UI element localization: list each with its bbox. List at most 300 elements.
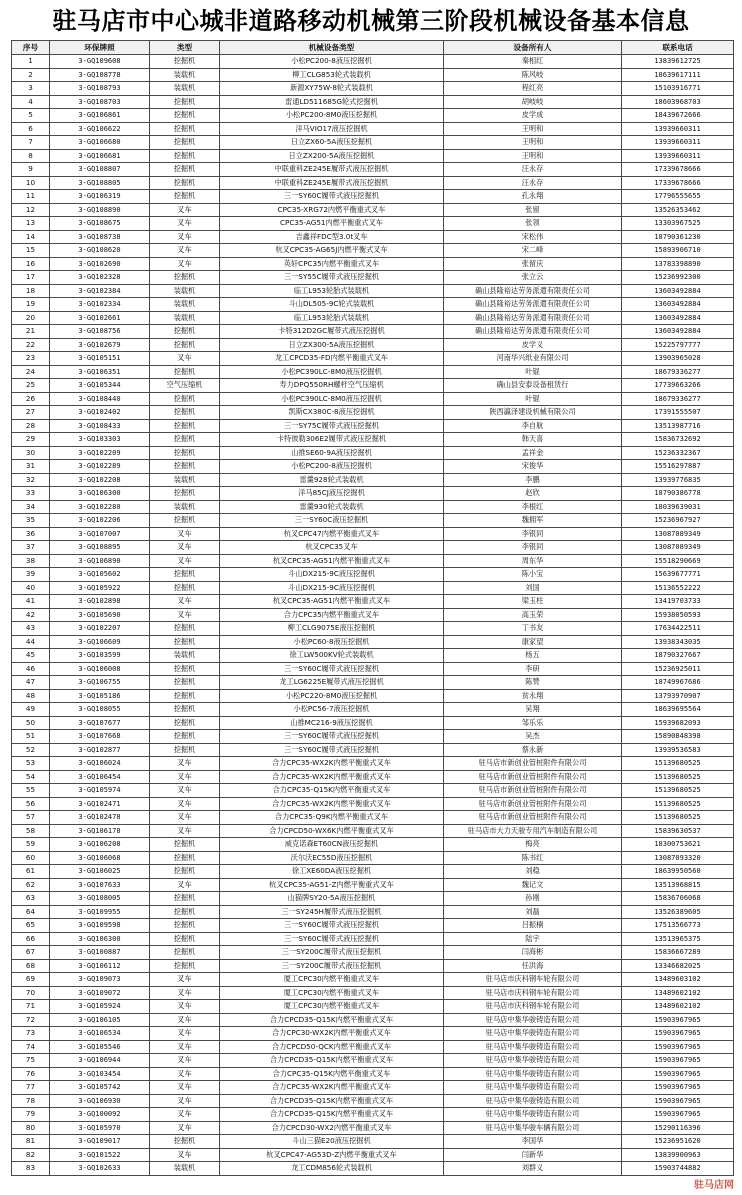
- cell-phone: 13087089349: [622, 541, 734, 555]
- cell-index: 6: [12, 122, 50, 136]
- cell-category: 叉车: [150, 973, 220, 987]
- cell-phone: 13793970907: [622, 689, 734, 703]
- cell-index: 67: [12, 946, 50, 960]
- cell-owner: 驻马店市庆科钢车轮有限公司: [444, 973, 622, 987]
- cell-category: 挖掘机: [150, 325, 220, 339]
- cell-index: 27: [12, 406, 50, 420]
- cell-category: 挖掘机: [150, 581, 220, 595]
- table-row: [12, 514, 734, 528]
- cell-category: 叉车: [150, 527, 220, 541]
- cell-owner: 驻马店市庆科钢车轮有限公司: [444, 986, 622, 1000]
- table-row: [12, 568, 734, 582]
- cell-phone: 13303967525: [622, 217, 734, 231]
- cell-category: 叉车: [150, 230, 220, 244]
- cell-plate: 3-GQ102384: [50, 284, 150, 298]
- cell-equipment-model: 三一SY200C履带式液压挖掘机: [220, 959, 444, 973]
- cell-index: 81: [12, 1135, 50, 1149]
- cell-owner: 驻马店中集华骏车辆有限公司: [444, 1121, 622, 1135]
- cell-phone: 18790386778: [622, 487, 734, 501]
- table-row: [12, 959, 734, 973]
- cell-equipment-model: 小松PC390LC-8M0液压挖掘机: [220, 365, 444, 379]
- cell-owner: 赵欣: [444, 487, 622, 501]
- cell-equipment-model: 三一SY60C履带式液压挖掘机: [220, 932, 444, 946]
- cell-phone: 15236967927: [622, 514, 734, 528]
- cell-equipment-model: 小松PC200-8液压挖掘机: [220, 460, 444, 474]
- cell-phone: 15139680525: [622, 784, 734, 798]
- cell-index: 46: [12, 662, 50, 676]
- cell-owner: 刘磊: [444, 905, 622, 919]
- cell-phone: 17796555655: [622, 190, 734, 204]
- cell-phone: 15903967965: [622, 1081, 734, 1095]
- site-watermark: 驻马店网: [694, 1180, 734, 1191]
- cell-category: 装载机: [150, 82, 220, 96]
- header-plate: 环保牌照: [50, 41, 150, 55]
- cell-owner: 陈赞: [444, 676, 622, 690]
- table-row: [12, 284, 734, 298]
- cell-plate: 3-GQ108778: [50, 68, 150, 82]
- cell-plate: 3-GQ106681: [50, 149, 150, 163]
- cell-owner: 贫永翔: [444, 689, 622, 703]
- cell-index: 61: [12, 865, 50, 879]
- cell-phone: 15139680525: [622, 811, 734, 825]
- cell-index: 4: [12, 95, 50, 109]
- cell-category: 挖掘机: [150, 662, 220, 676]
- cell-plate: 3-GQ105546: [50, 1040, 150, 1054]
- cell-phone: 13346682025: [622, 959, 734, 973]
- cell-category: 叉车: [150, 1121, 220, 1135]
- cell-index: 42: [12, 608, 50, 622]
- cell-plate: 3-GQ109073: [50, 973, 150, 987]
- cell-equipment-model: 日立ZX60-5A液压挖掘机: [220, 136, 444, 150]
- cell-owner: 确山县隆裕达劳务派遣有限责任公司: [444, 298, 622, 312]
- cell-category: 装载机: [150, 311, 220, 325]
- cell-category: 叉车: [150, 757, 220, 771]
- cell-plate: 3-GQ105344: [50, 379, 150, 393]
- cell-owner: 李根红: [444, 500, 622, 514]
- cell-index: 39: [12, 568, 50, 582]
- cell-plate: 3-GQ109072: [50, 986, 150, 1000]
- cell-index: 31: [12, 460, 50, 474]
- cell-category: 挖掘机: [150, 406, 220, 420]
- cell-owner: 确山县隆裕达劳务派遣有限责任公司: [444, 284, 622, 298]
- cell-category: 叉车: [150, 1094, 220, 1108]
- table-row: [12, 460, 734, 474]
- cell-owner: 周东华: [444, 554, 622, 568]
- cell-equipment-model: CPC35-AG51内燃平衡重式叉车: [220, 217, 444, 231]
- cell-phone: 13087089349: [622, 527, 734, 541]
- header-equipment-model: 机械设备类型: [220, 41, 444, 55]
- cell-phone: 18300753621: [622, 838, 734, 852]
- cell-index: 29: [12, 433, 50, 447]
- cell-category: 挖掘机: [150, 176, 220, 190]
- cell-phone: 15518290669: [622, 554, 734, 568]
- cell-equipment-model: 杭叉CPC35-AG51内燃平衡重式叉车: [220, 554, 444, 568]
- cell-phone: 18679336277: [622, 392, 734, 406]
- cell-category: 装载机: [150, 473, 220, 487]
- cell-plate: 3-GQ108675: [50, 217, 150, 231]
- cell-phone: 13939660311: [622, 136, 734, 150]
- cell-phone: 15236332367: [622, 446, 734, 460]
- table-row: [12, 419, 734, 433]
- cell-index: 59: [12, 838, 50, 852]
- cell-index: 55: [12, 784, 50, 798]
- cell-owner: 张留庆: [444, 257, 622, 271]
- table-row: [12, 1135, 734, 1149]
- cell-owner: 韩天喜: [444, 433, 622, 447]
- cell-equipment-model: 三一SY245H履带式液压挖掘机: [220, 905, 444, 919]
- cell-index: 69: [12, 973, 50, 987]
- cell-index: 73: [12, 1027, 50, 1041]
- cell-plate: 3-GQ106454: [50, 770, 150, 784]
- cell-plate: 3-GQ106351: [50, 365, 150, 379]
- cell-owner: 宋松伟: [444, 230, 622, 244]
- cell-index: 78: [12, 1094, 50, 1108]
- cell-phone: 13489603102: [622, 973, 734, 987]
- cell-category: 装载机: [150, 68, 220, 82]
- cell-owner: 驻马店市新创业管桩附件有限公司: [444, 784, 622, 798]
- cell-equipment-model: 小松PC60-8液压挖掘机: [220, 635, 444, 649]
- cell-owner: 闫海彬: [444, 946, 622, 960]
- cell-category: 叉车: [150, 784, 220, 798]
- cell-plate: 3-GQ102328: [50, 271, 150, 285]
- cell-category: 挖掘机: [150, 338, 220, 352]
- cell-owner: 魏记文: [444, 878, 622, 892]
- table-row: [12, 554, 734, 568]
- table-row: [12, 190, 734, 204]
- cell-equipment-model: 雷羹930轮式装载机: [220, 500, 444, 514]
- table-body: [12, 55, 734, 1176]
- cell-plate: 3-GQ108433: [50, 419, 150, 433]
- cell-phone: 15903967965: [622, 1013, 734, 1027]
- cell-phone: 15903967965: [622, 1108, 734, 1122]
- cell-index: 45: [12, 649, 50, 663]
- cell-category: 挖掘机: [150, 419, 220, 433]
- cell-equipment-model: 英轩CPC35内燃平衡重式叉车: [220, 257, 444, 271]
- cell-owner: 驻马店中集华骏铸造有限公司: [444, 1108, 622, 1122]
- cell-plate: 3-GQ108793: [50, 82, 150, 96]
- cell-equipment-model: 沃尔沃EC55D液压挖掘机: [220, 851, 444, 865]
- cell-owner: 王明和: [444, 136, 622, 150]
- cell-category: 叉车: [150, 608, 220, 622]
- table-row: [12, 352, 734, 366]
- cell-index: 62: [12, 878, 50, 892]
- cell-phone: 15938050593: [622, 608, 734, 622]
- cell-category: 叉车: [150, 824, 220, 838]
- cell-plate: 3-GQ102877: [50, 743, 150, 757]
- cell-category: 挖掘机: [150, 487, 220, 501]
- cell-equipment-model: 龙工LG6225E履带式液压挖掘机: [220, 676, 444, 690]
- table-row: [12, 500, 734, 514]
- cell-index: 72: [12, 1013, 50, 1027]
- cell-plate: 3-GQ108756: [50, 325, 150, 339]
- cell-category: 叉车: [150, 352, 220, 366]
- table-row: [12, 406, 734, 420]
- cell-category: 叉车: [150, 770, 220, 784]
- cell-index: 10: [12, 176, 50, 190]
- table-row: [12, 527, 734, 541]
- cell-category: 挖掘机: [150, 163, 220, 177]
- table-row: [12, 730, 734, 744]
- cell-owner: 梅亮: [444, 838, 622, 852]
- cell-plate: 3-GQ105924: [50, 1000, 150, 1014]
- cell-phone: 15836667289: [622, 946, 734, 960]
- cell-phone: 13526353462: [622, 203, 734, 217]
- cell-category: 叉车: [150, 257, 220, 271]
- table-row: [12, 946, 734, 960]
- cell-index: 5: [12, 109, 50, 123]
- table-row: [12, 203, 734, 217]
- cell-plate: 3-GQ102280: [50, 500, 150, 514]
- cell-plate: 3-GQ102898: [50, 595, 150, 609]
- cell-owner: 张领: [444, 217, 622, 231]
- cell-equipment-model: CPC35-XRG72内燃平衡重式叉车: [220, 203, 444, 217]
- table-row: [12, 487, 734, 501]
- table-row: [12, 338, 734, 352]
- cell-equipment-model: 洋马85CJ液压挖掘机: [220, 487, 444, 501]
- cell-equipment-model: 山推SE60-9A液压挖掘机: [220, 446, 444, 460]
- cell-equipment-model: 三一SY60C液压挖掘机: [220, 514, 444, 528]
- cell-phone: 13603492884: [622, 284, 734, 298]
- cell-category: 挖掘机: [150, 676, 220, 690]
- cell-phone: 15516297887: [622, 460, 734, 474]
- cell-phone: 18639695564: [622, 703, 734, 717]
- table-row: [12, 1054, 734, 1068]
- cell-plate: 3-GQ107007: [50, 527, 150, 541]
- cell-phone: 13938343035: [622, 635, 734, 649]
- cell-owner: 张立云: [444, 271, 622, 285]
- cell-index: 3: [12, 82, 50, 96]
- cell-owner: 刘群义: [444, 1162, 622, 1176]
- cell-plate: 3-GQ106178: [50, 824, 150, 838]
- cell-category: 挖掘机: [150, 460, 220, 474]
- table-row: [12, 770, 734, 784]
- cell-phone: 15225797777: [622, 338, 734, 352]
- cell-equipment-model: 徐工LW500KV轮式装载机: [220, 649, 444, 663]
- cell-category: 叉车: [150, 554, 220, 568]
- cell-phone: 13419703733: [622, 595, 734, 609]
- cell-index: 52: [12, 743, 50, 757]
- cell-equipment-model: 三一SY60C履带式液压挖掘机: [220, 919, 444, 933]
- cell-equipment-model: 吉鑫祥FDC型3.0t叉车: [220, 230, 444, 244]
- cell-category: 挖掘机: [150, 433, 220, 447]
- cell-plate: 3-GQ105690: [50, 608, 150, 622]
- cell-category: 装载机: [150, 500, 220, 514]
- table-row: [12, 257, 734, 271]
- table-row: [12, 649, 734, 663]
- cell-owner: 丁书友: [444, 622, 622, 636]
- cell-equipment-model: 合力CPC35-Q15K内燃平衡重式叉车: [220, 784, 444, 798]
- cell-owner: 高玉荣: [444, 608, 622, 622]
- cell-category: 挖掘机: [150, 271, 220, 285]
- cell-index: 14: [12, 230, 50, 244]
- table-row: [12, 662, 734, 676]
- table-row: [12, 1108, 734, 1122]
- cell-owner: 陈风岐: [444, 68, 622, 82]
- cell-index: 49: [12, 703, 50, 717]
- cell-index: 2: [12, 68, 50, 82]
- cell-plate: 3-GQ106008: [50, 662, 150, 676]
- cell-category: 叉车: [150, 797, 220, 811]
- table-row: [12, 716, 734, 730]
- cell-plate: 3-GQ108738: [50, 230, 150, 244]
- table-row: [12, 1121, 734, 1135]
- cell-owner: 驻马店市庆科钢车轮有限公司: [444, 1000, 622, 1014]
- table-row: [12, 824, 734, 838]
- cell-index: 15: [12, 244, 50, 258]
- cell-phone: 13939660311: [622, 122, 734, 136]
- cell-index: 32: [12, 473, 50, 487]
- cell-category: 叉车: [150, 244, 220, 258]
- cell-plate: 3-GQ106105: [50, 1013, 150, 1027]
- table-row: [12, 244, 734, 258]
- table-row: [12, 1081, 734, 1095]
- equipment-table: [11, 40, 734, 1176]
- cell-category: 挖掘机: [150, 932, 220, 946]
- cell-owner: 河南华兴纸业有限公司: [444, 352, 622, 366]
- cell-owner: 李自航: [444, 419, 622, 433]
- cell-equipment-model: 杭叉CPC47内燃平衡重式叉车: [220, 527, 444, 541]
- cell-plate: 3-GQ102334: [50, 298, 150, 312]
- page-title: 驻马店市中心城非道路移动机械第三阶段机械设备基本信息: [52, 6, 690, 35]
- cell-plate: 3-GQ102207: [50, 622, 150, 636]
- cell-category: 叉车: [150, 986, 220, 1000]
- cell-category: 挖掘机: [150, 689, 220, 703]
- cell-category: 挖掘机: [150, 905, 220, 919]
- cell-owner: 康家望: [444, 635, 622, 649]
- cell-category: 叉车: [150, 203, 220, 217]
- cell-index: 26: [12, 392, 50, 406]
- table-row: [12, 1000, 734, 1014]
- cell-category: 挖掘机: [150, 1135, 220, 1149]
- cell-phone: 15103916771: [622, 82, 734, 96]
- cell-owner: 陈书红: [444, 851, 622, 865]
- cell-index: 44: [12, 635, 50, 649]
- cell-plate: 3-GQ106534: [50, 1027, 150, 1041]
- cell-plate: 3-GQ109598: [50, 919, 150, 933]
- table-row: [12, 743, 734, 757]
- cell-plate: 3-GQ107677: [50, 716, 150, 730]
- cell-equipment-model: 临工L953轮胎式装载机: [220, 284, 444, 298]
- cell-owner: 确山县安泰设备租赁行: [444, 379, 622, 393]
- cell-phone: 13939660311: [622, 149, 734, 163]
- cell-equipment-model: 厦工CPC30内燃平衡重式叉车: [220, 986, 444, 1000]
- cell-equipment-model: 三一SY200C履带式液压挖掘机: [220, 946, 444, 960]
- cell-category: 叉车: [150, 1054, 220, 1068]
- cell-index: 19: [12, 298, 50, 312]
- cell-index: 48: [12, 689, 50, 703]
- cell-plate: 3-GQ106944: [50, 1054, 150, 1068]
- header-index: 序号: [12, 41, 50, 55]
- cell-phone: 18603968703: [622, 95, 734, 109]
- cell-plate: 3-GQ103303: [50, 433, 150, 447]
- cell-plate: 3-GQ102633: [50, 1162, 150, 1176]
- cell-equipment-model: 合力CPCD35-Q15K内燃平衡重式叉车: [220, 1108, 444, 1122]
- cell-plate: 3-GQ105151: [50, 352, 150, 366]
- cell-plate: 3-GQ102679: [50, 338, 150, 352]
- cell-index: 28: [12, 419, 50, 433]
- table-row: [12, 932, 734, 946]
- cell-owner: 驻马店中集华骏铸造有限公司: [444, 1067, 622, 1081]
- cell-index: 25: [12, 379, 50, 393]
- cell-plate: 3-GQ105602: [50, 568, 150, 582]
- cell-plate: 3-GQ108805: [50, 176, 150, 190]
- table-row: [12, 95, 734, 109]
- cell-index: 76: [12, 1067, 50, 1081]
- cell-category: 挖掘机: [150, 122, 220, 136]
- cell-category: 叉车: [150, 1000, 220, 1014]
- cell-phone: 15236992300: [622, 271, 734, 285]
- cell-phone: 18790327667: [622, 649, 734, 663]
- table-row: [12, 635, 734, 649]
- cell-plate: 3-GQ106208: [50, 838, 150, 852]
- cell-equipment-model: 小松PC56-7液压挖掘机: [220, 703, 444, 717]
- cell-index: 80: [12, 1121, 50, 1135]
- cell-equipment-model: 三一SY55C履带式液压挖掘机: [220, 271, 444, 285]
- cell-plate: 3-GQ102208: [50, 473, 150, 487]
- cell-category: 叉车: [150, 541, 220, 555]
- cell-category: 挖掘机: [150, 55, 220, 69]
- cell-index: 18: [12, 284, 50, 298]
- cell-phone: 17391555507: [622, 406, 734, 420]
- cell-owner: 李鹏: [444, 473, 622, 487]
- cell-category: 挖掘机: [150, 365, 220, 379]
- table-row: [12, 379, 734, 393]
- cell-phone: 13603492884: [622, 311, 734, 325]
- cell-plate: 3-GQ108055: [50, 703, 150, 717]
- cell-index: 71: [12, 1000, 50, 1014]
- cell-phone: 15639677771: [622, 568, 734, 582]
- cell-category: 叉车: [150, 811, 220, 825]
- cell-index: 51: [12, 730, 50, 744]
- cell-plate: 3-GQ108440: [50, 392, 150, 406]
- cell-plate: 3-GQ106025: [50, 865, 150, 879]
- table-row: [12, 986, 734, 1000]
- cell-plate: 3-GQ102471: [50, 797, 150, 811]
- table-row: [12, 446, 734, 460]
- cell-index: 83: [12, 1162, 50, 1176]
- cell-phone: 13513987716: [622, 419, 734, 433]
- table-row: [12, 838, 734, 852]
- cell-index: 79: [12, 1108, 50, 1122]
- cell-plate: 3-GQ106300: [50, 487, 150, 501]
- cell-plate: 3-GQ102661: [50, 311, 150, 325]
- table-row: [12, 55, 734, 69]
- cell-index: 35: [12, 514, 50, 528]
- cell-owner: 陆宇: [444, 932, 622, 946]
- cell-owner: 王明和: [444, 122, 622, 136]
- cell-owner: 邹乐乐: [444, 716, 622, 730]
- table-row: [12, 892, 734, 906]
- cell-phone: 15893906710: [622, 244, 734, 258]
- cell-equipment-model: 杭叉CPC35-AG65J内燃平衡式叉车: [220, 244, 444, 258]
- cell-phone: 13087093320: [622, 851, 734, 865]
- cell-plate: 3-GQ102402: [50, 406, 150, 420]
- cell-owner: 宋俊华: [444, 460, 622, 474]
- cell-owner: 吕振楠: [444, 919, 622, 933]
- cell-plate: 3-GQ106755: [50, 676, 150, 690]
- table-row: [12, 919, 734, 933]
- cell-plate: 3-GQ108703: [50, 95, 150, 109]
- cell-equipment-model: 三一SY75C履带式液压挖掘机: [220, 419, 444, 433]
- table-row: [12, 68, 734, 82]
- cell-equipment-model: 柳工CLG9075E液压挖掘机: [220, 622, 444, 636]
- cell-plate: 3-GQ106068: [50, 851, 150, 865]
- cell-owner: 吴杰: [444, 730, 622, 744]
- cell-owner: 驻马店中集华骏铸造有限公司: [444, 1081, 622, 1095]
- cell-owner: 吴翔: [444, 703, 622, 717]
- header-category: 类型: [150, 41, 220, 55]
- cell-equipment-model: 柳工CLG853轮式装载机: [220, 68, 444, 82]
